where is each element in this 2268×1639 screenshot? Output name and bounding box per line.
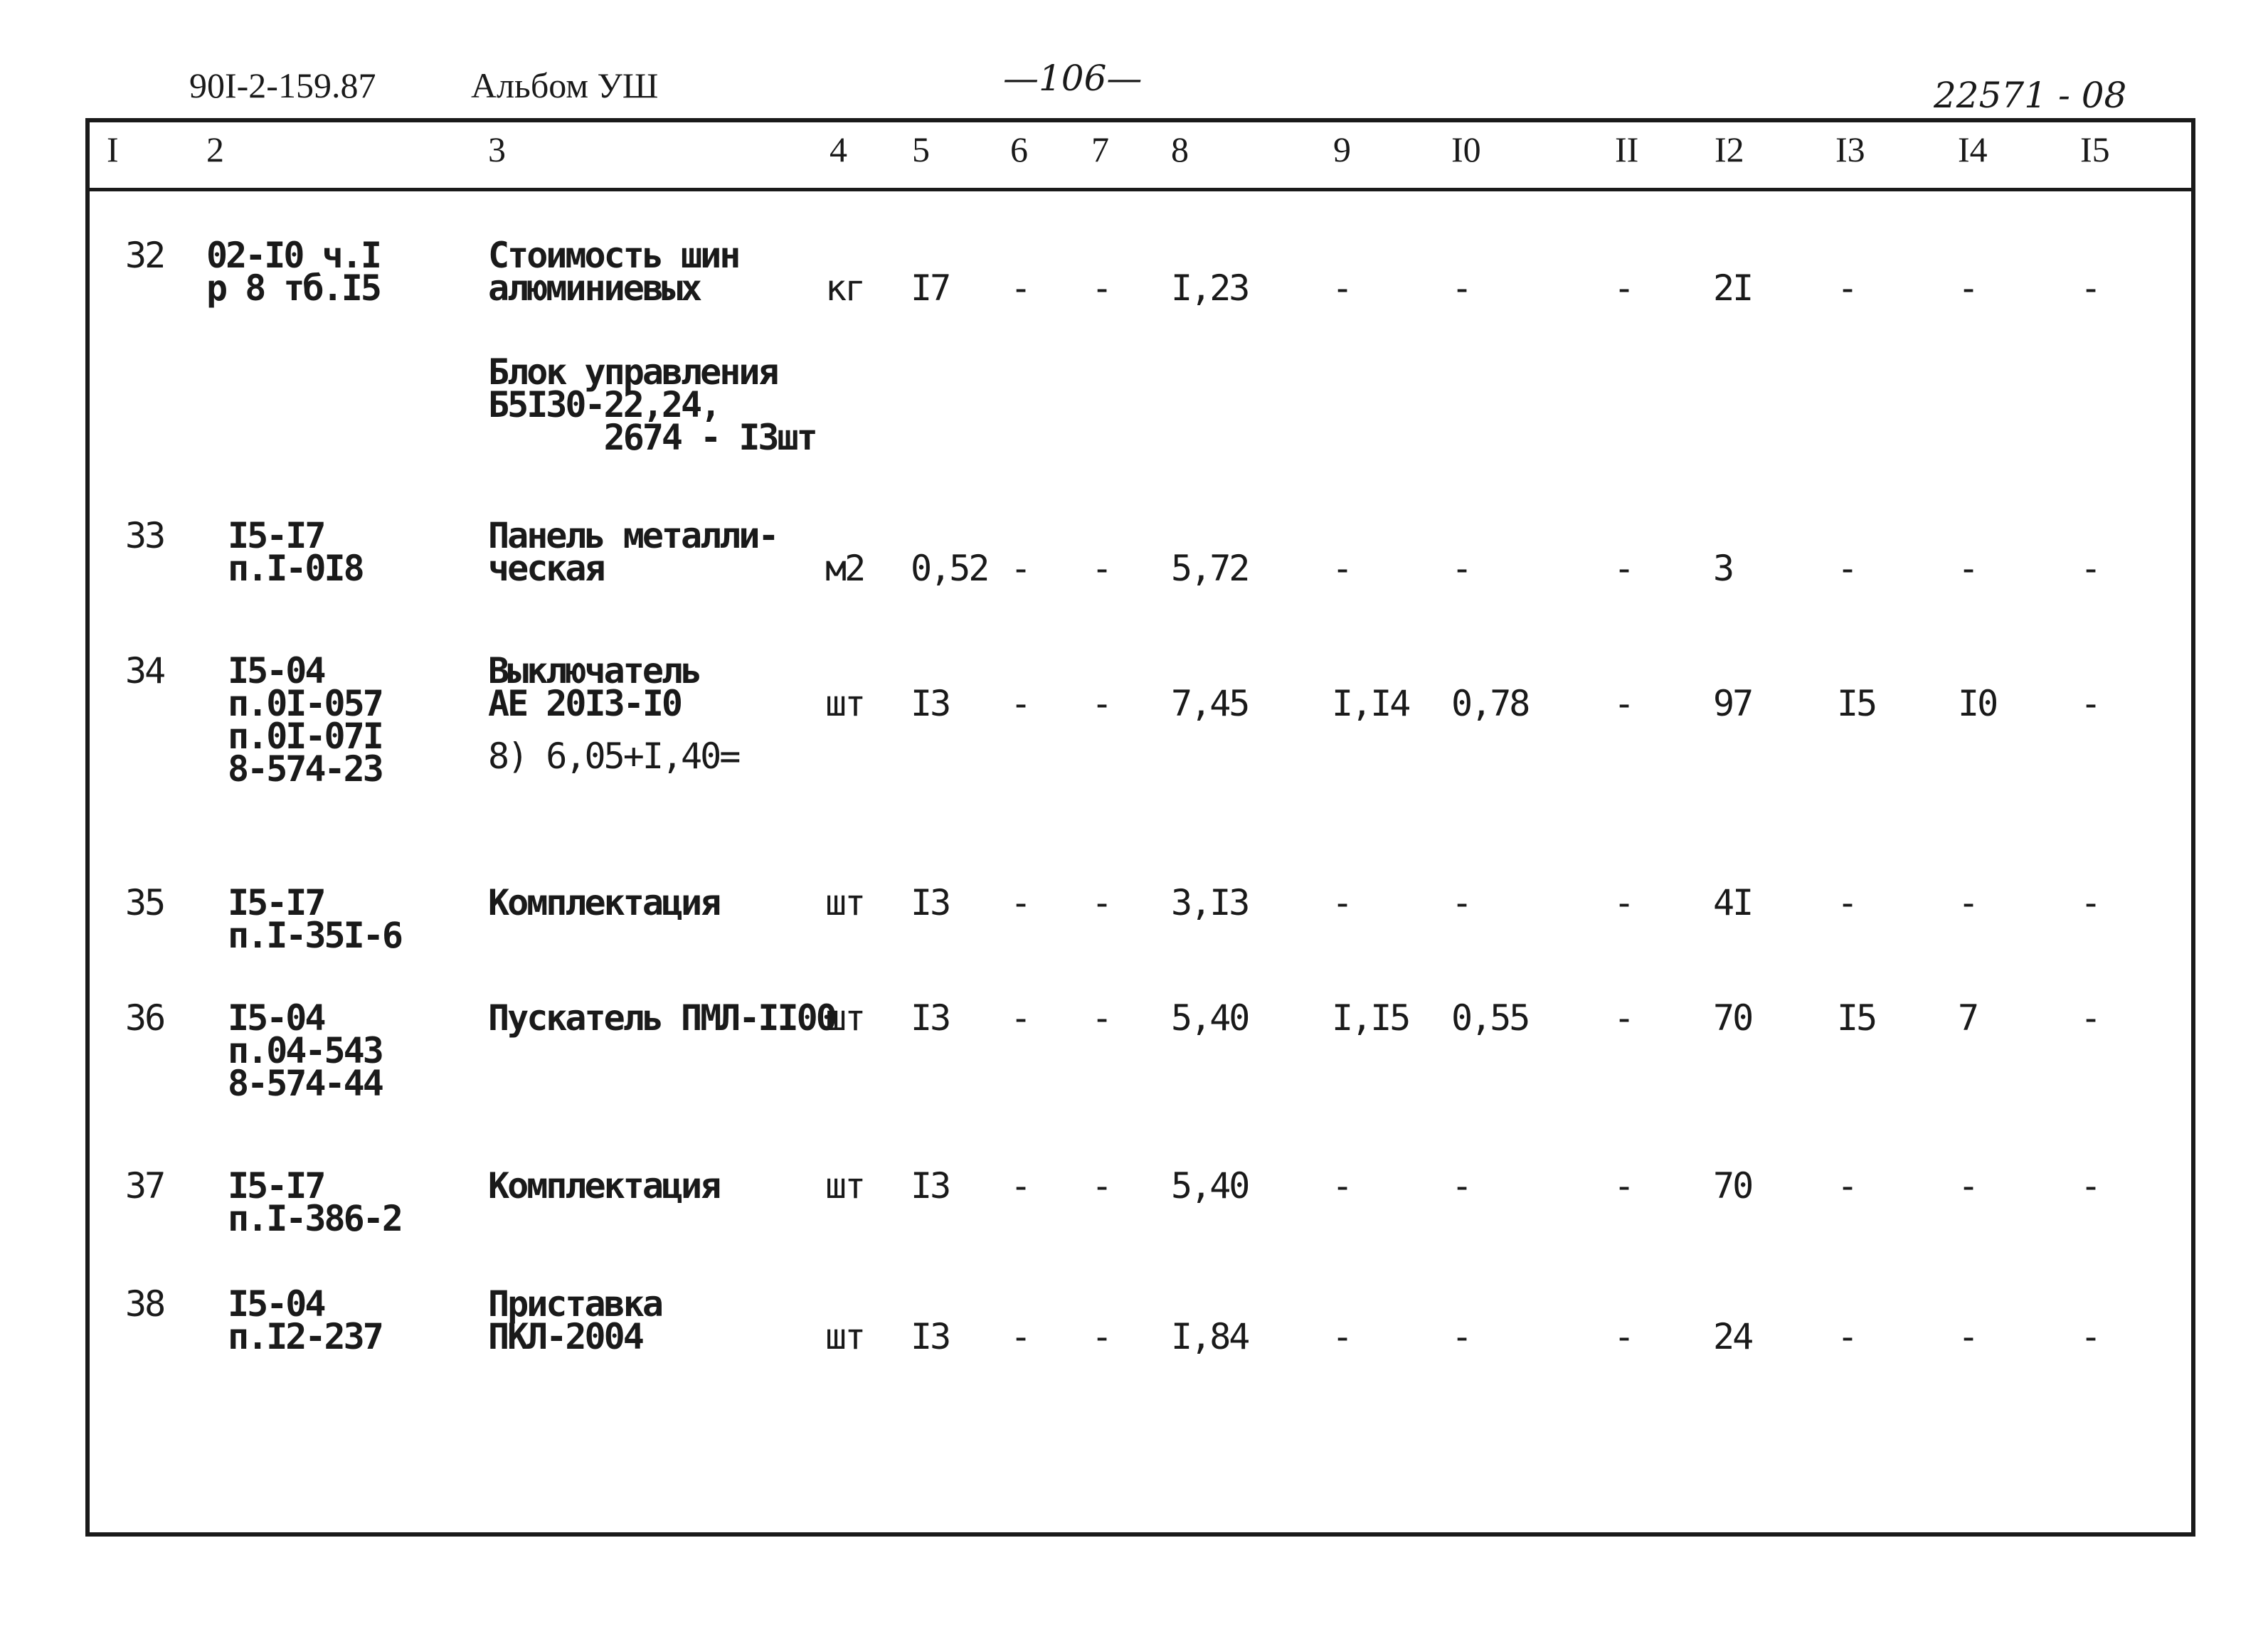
column-header: I4 [1958, 129, 1988, 169]
row-cell-unit: шт [825, 882, 864, 923]
row-cell-c11: - [1613, 267, 1633, 309]
row-name: алюминиевых [488, 267, 701, 309]
column-header: 8 [1171, 129, 1189, 169]
row-reference: п.I2-237 [228, 1316, 382, 1357]
row-cell-c10: - [1451, 1316, 1471, 1357]
row-number: 37 [125, 1165, 164, 1206]
row-reference: I5-04 [228, 650, 324, 691]
row-cell-c10: - [1451, 548, 1471, 589]
row-cell-c12: 97 [1713, 683, 1752, 724]
album-label: Альбом УШ [471, 65, 659, 105]
row-cell-qty: I7 [911, 267, 950, 309]
row-cell-c9: I,I5 [1332, 997, 1409, 1039]
row-name: Стоимость шин [488, 235, 739, 276]
row-cell-c6: - [1010, 267, 1030, 309]
row-number: 32 [125, 235, 164, 276]
row-cell-c10: - [1451, 1165, 1471, 1206]
row-cell-c13: I5 [1837, 683, 1876, 724]
sheet-id: 22571 - 08 [1934, 75, 2127, 116]
row-cell-unit: кг [825, 267, 864, 309]
row-cell-c9: - [1332, 882, 1352, 923]
row-number: 35 [125, 882, 164, 923]
row-formula: 8) 6,05+I,40= [488, 736, 739, 777]
column-header: 7 [1091, 129, 1109, 169]
row-name: Приставка [488, 1283, 662, 1325]
row-cell-c13: - [1837, 267, 1857, 309]
row-cell-c9: - [1332, 1316, 1352, 1357]
row-reference: I5-I7 [228, 882, 324, 923]
row-cell-c9: - [1332, 267, 1352, 309]
row-cell-c8: 5,72 [1171, 548, 1249, 589]
row-cell-c14: - [1958, 1316, 1978, 1357]
row-cell-c6: - [1010, 1316, 1030, 1357]
row-cell-qty: I3 [911, 683, 950, 724]
row-reference: 8-574-23 [228, 748, 382, 790]
row-number: 33 [125, 515, 164, 556]
column-header: 6 [1010, 129, 1028, 169]
column-header: 2 [206, 129, 224, 169]
row-cell-c7: - [1091, 997, 1111, 1039]
row-cell-c7: - [1091, 548, 1111, 589]
row-cell-qty: 0,52 [911, 548, 988, 589]
row-cell-unit: шт [825, 683, 864, 724]
row-note: Б5I30-22,24, [488, 384, 720, 425]
row-cell-c8: 5,40 [1171, 997, 1249, 1039]
row-cell-c14: - [1958, 548, 1978, 589]
row-name: Выключатель [488, 650, 701, 691]
row-cell-c12: 70 [1713, 997, 1752, 1039]
row-cell-c11: - [1613, 1316, 1633, 1357]
row-cell-c6: - [1010, 997, 1030, 1039]
row-cell-c13: - [1837, 548, 1857, 589]
row-cell-c13: - [1837, 1316, 1857, 1357]
row-reference: I5-I7 [228, 515, 324, 556]
row-cell-c9: - [1332, 548, 1352, 589]
row-cell-unit: шт [825, 1316, 864, 1357]
column-header: 5 [912, 129, 930, 169]
row-cell-c9: - [1332, 1165, 1352, 1206]
row-cell-c11: - [1613, 548, 1633, 589]
row-name: ПКЛ-2004 [488, 1316, 642, 1357]
row-cell-c10: 0,78 [1451, 683, 1529, 724]
row-reference: I5-I7 [228, 1165, 324, 1206]
row-reference: п.I-386-2 [228, 1198, 401, 1239]
row-name: ческая [488, 548, 604, 589]
row-reference: п.04-543 [228, 1030, 382, 1071]
row-note: 2674 - I3шт [488, 417, 816, 458]
row-cell-c6: - [1010, 1165, 1030, 1206]
row-number: 36 [125, 997, 164, 1039]
row-cell-unit: шт [825, 1165, 864, 1206]
row-cell-c6: - [1010, 683, 1030, 724]
row-cell-c12: 24 [1713, 1316, 1752, 1357]
row-cell-c12: 2I [1713, 267, 1752, 309]
row-name: Комплектация [488, 1165, 720, 1206]
row-cell-qty: I3 [911, 1316, 950, 1357]
row-name: Комплектация [488, 882, 720, 923]
column-header: 4 [830, 129, 847, 169]
row-cell-c7: - [1091, 882, 1111, 923]
row-cell-c14: 7 [1958, 997, 1978, 1039]
row-reference: п.I-0I8 [228, 548, 363, 589]
table-frame [85, 118, 2195, 1537]
column-header: I2 [1715, 129, 1744, 169]
column-header: 3 [488, 129, 506, 169]
row-cell-c9: I,I4 [1332, 683, 1409, 724]
row-cell-c11: - [1613, 997, 1633, 1039]
row-name: Пускатель ПМЛ-II00 [488, 997, 835, 1039]
row-reference: 02-I0 ч.I [206, 235, 380, 276]
row-cell-c8: 5,40 [1171, 1165, 1249, 1206]
page-number: —106— [1003, 58, 1143, 99]
column-header: II [1615, 129, 1639, 169]
row-cell-c7: - [1091, 1316, 1111, 1357]
row-cell-c11: - [1613, 1165, 1633, 1206]
column-header: I [107, 129, 119, 169]
row-cell-c15: - [2080, 683, 2100, 724]
row-reference: I5-04 [228, 997, 324, 1039]
row-reference: I5-04 [228, 1283, 324, 1325]
row-cell-c12: 70 [1713, 1165, 1752, 1206]
row-reference: п.0I-057 [228, 683, 382, 724]
row-cell-qty: I3 [911, 882, 950, 923]
column-header: I3 [1835, 129, 1865, 169]
row-cell-c7: - [1091, 683, 1111, 724]
row-cell-qty: I3 [911, 1165, 950, 1206]
row-cell-c7: - [1091, 267, 1111, 309]
row-cell-c13: I5 [1837, 997, 1876, 1039]
row-cell-c10: - [1451, 882, 1471, 923]
row-cell-c8: 3,I3 [1171, 882, 1249, 923]
row-cell-c15: - [2080, 548, 2100, 589]
row-cell-c8: I,84 [1171, 1316, 1249, 1357]
column-header-divider [85, 188, 2195, 191]
row-cell-c10: - [1451, 267, 1471, 309]
row-cell-c14: - [1958, 1165, 1978, 1206]
row-cell-c15: - [2080, 1165, 2100, 1206]
row-cell-c13: - [1837, 882, 1857, 923]
row-cell-c7: - [1091, 1165, 1111, 1206]
row-name: АЕ 20I3-I0 [488, 683, 682, 724]
column-header: 9 [1333, 129, 1351, 169]
row-cell-c15: - [2080, 882, 2100, 923]
row-cell-c12: 4I [1713, 882, 1752, 923]
row-cell-c12: 3 [1713, 548, 1733, 589]
row-cell-c11: - [1613, 683, 1633, 724]
row-cell-c10: 0,55 [1451, 997, 1529, 1039]
row-cell-c6: - [1010, 882, 1030, 923]
row-cell-c14: I0 [1958, 683, 1997, 724]
row-cell-qty: I3 [911, 997, 950, 1039]
row-cell-c11: - [1613, 882, 1633, 923]
row-number: 34 [125, 650, 164, 691]
document-header [0, 0, 2268, 121]
row-cell-c8: 7,45 [1171, 683, 1249, 724]
row-cell-unit: шт [825, 997, 864, 1039]
row-cell-c15: - [2080, 267, 2100, 309]
row-reference: 8-574-44 [228, 1063, 382, 1104]
row-note: Блок управления [488, 351, 778, 393]
row-reference: р 8 тб.I5 [206, 267, 380, 309]
row-cell-c15: - [2080, 997, 2100, 1039]
row-cell-c8: I,23 [1171, 267, 1249, 309]
row-cell-c6: - [1010, 548, 1030, 589]
row-reference: п.0I-07I [228, 716, 382, 757]
row-cell-c14: - [1958, 267, 1978, 309]
document-code: 90I-2-159.87 [189, 65, 376, 105]
row-cell-c15: - [2080, 1316, 2100, 1357]
column-header: I0 [1451, 129, 1481, 169]
row-number: 38 [125, 1283, 164, 1325]
row-cell-unit: м2 [825, 548, 864, 589]
row-cell-c13: - [1837, 1165, 1857, 1206]
row-name: Панель металли- [488, 515, 778, 556]
row-reference: п.I-35I-6 [228, 915, 401, 956]
row-cell-c14: - [1958, 882, 1978, 923]
column-header: I5 [2080, 129, 2110, 169]
